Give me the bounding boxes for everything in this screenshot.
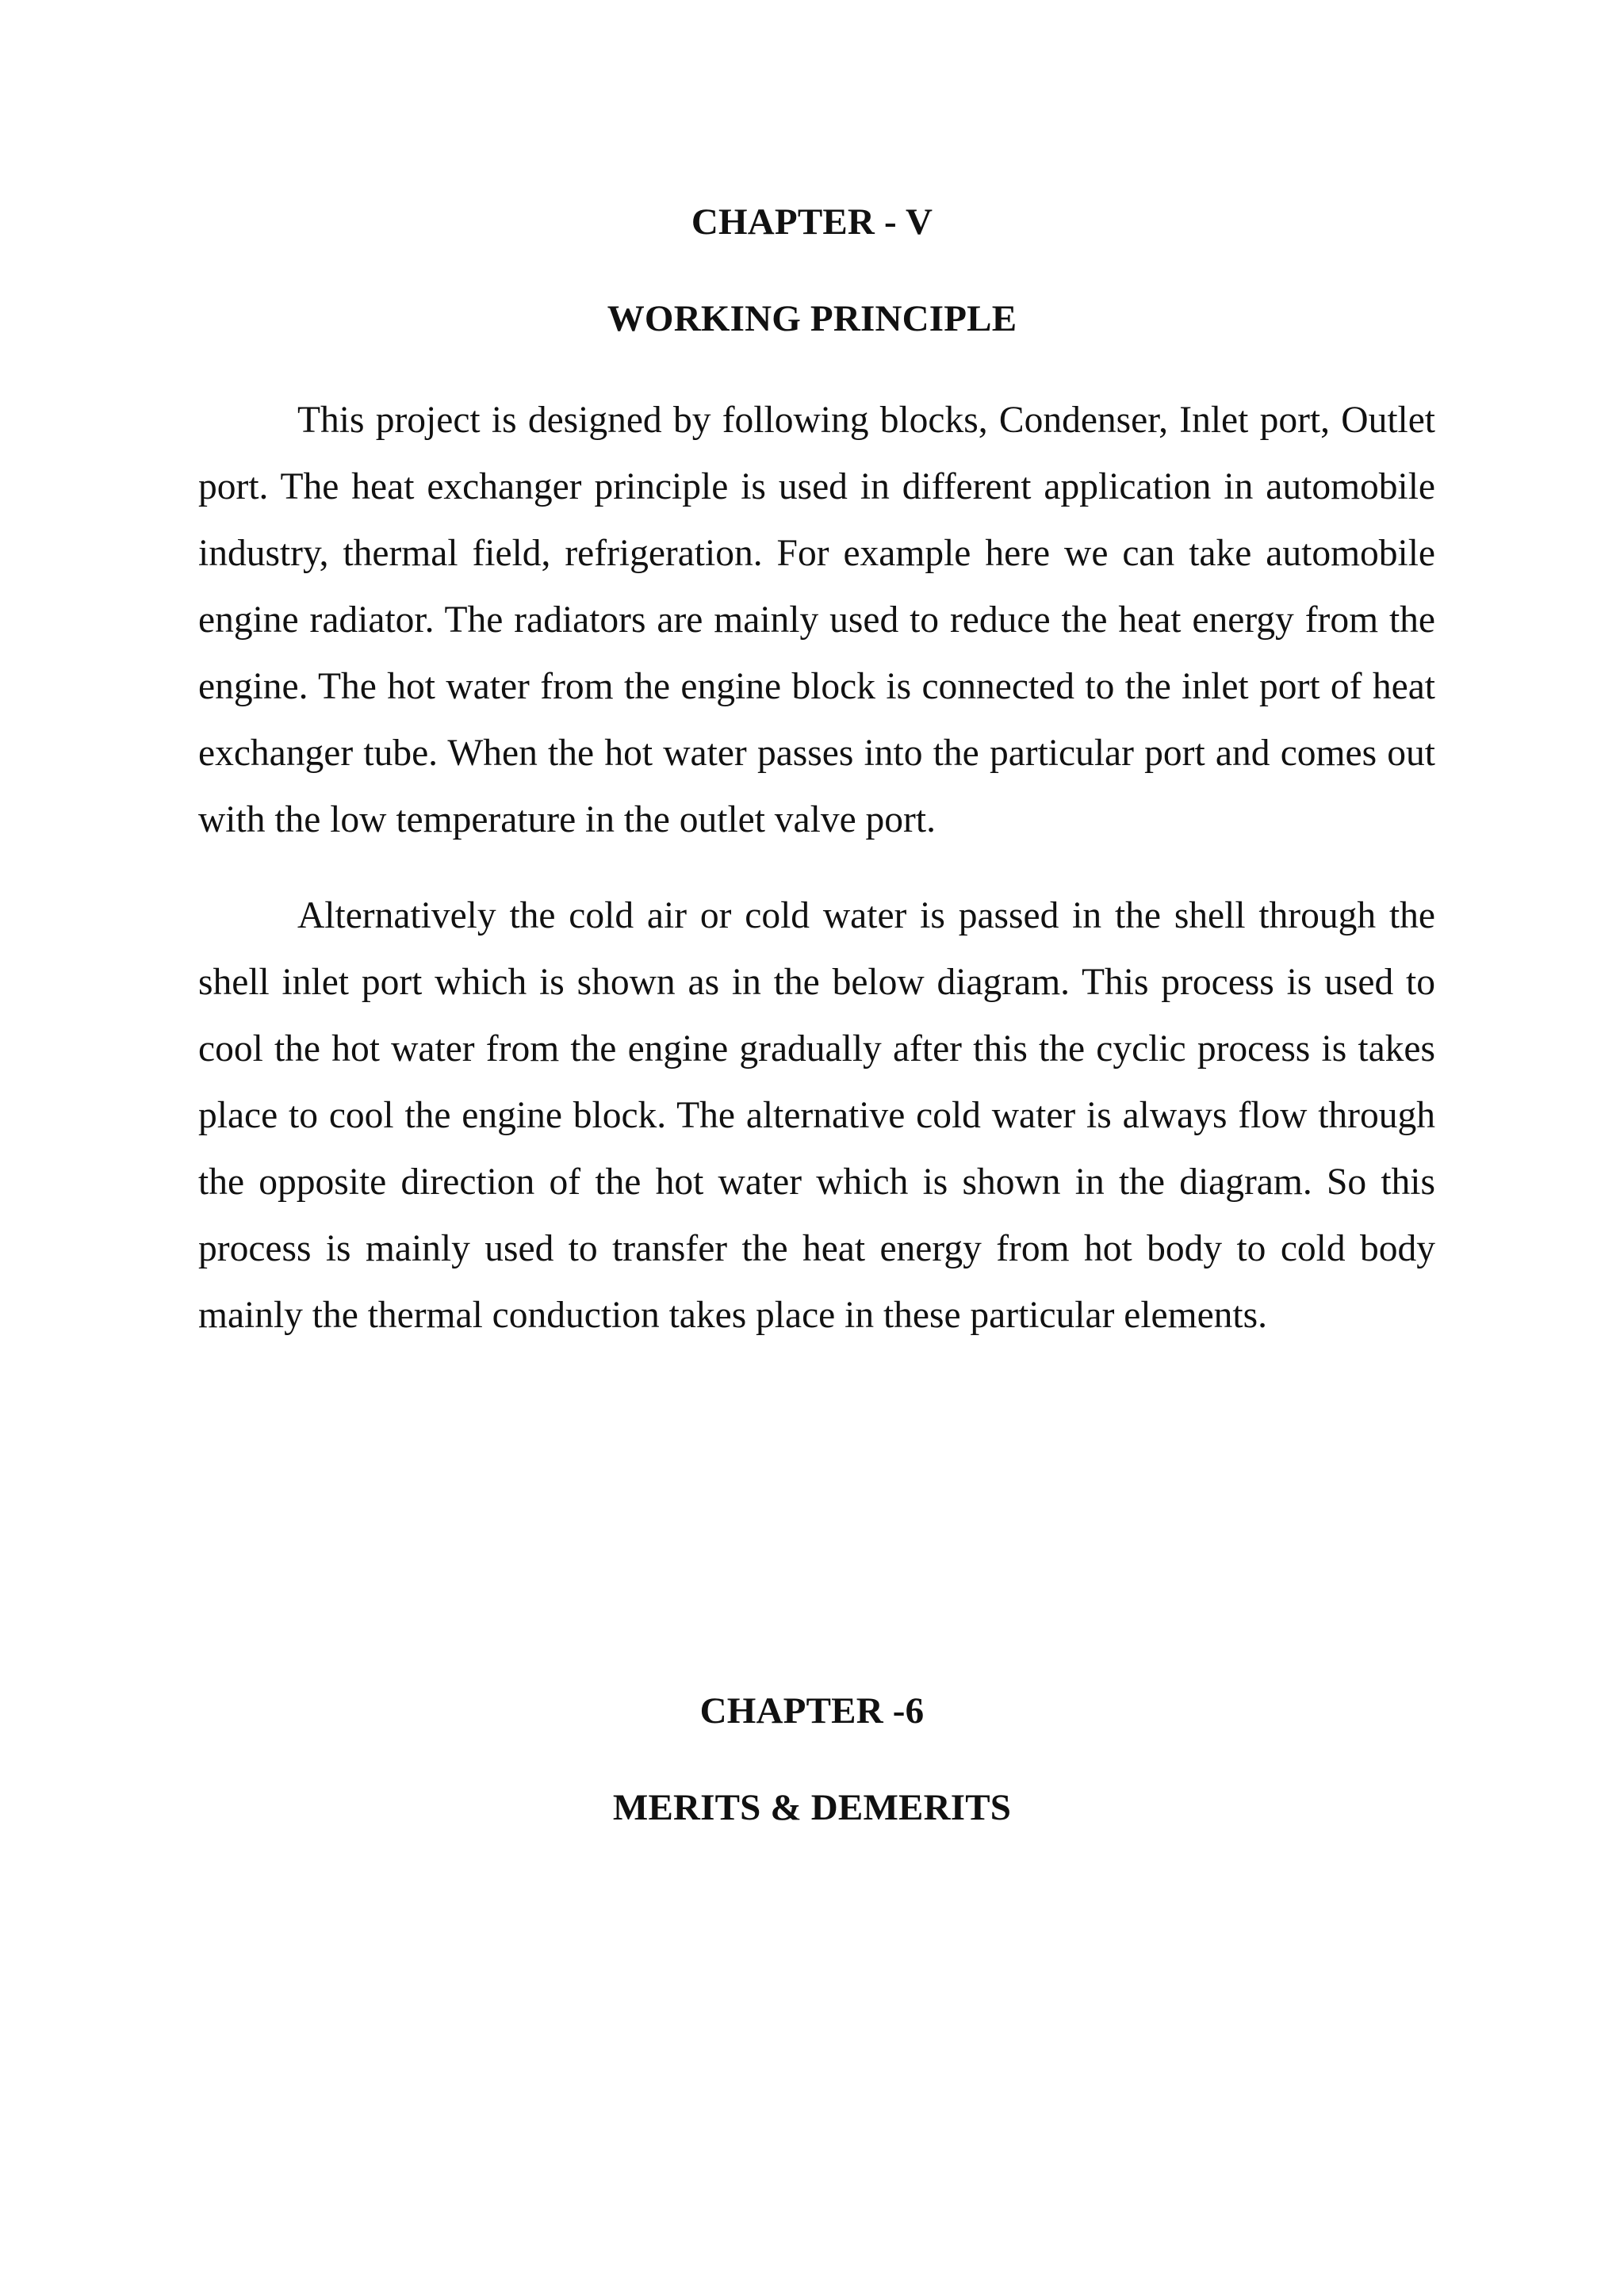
chapter-5-subtitle: WORKING PRINCIPLE [607, 298, 1017, 339]
chapter-6-subtitle: MERITS & DEMERITS [612, 1787, 1012, 1828]
chapter-5-title: CHAPTER - V [691, 201, 933, 243]
body-paragraph-1: This project is designed by following blocks, Condenser, Inlet port, Outlet port. The heat exchanger principle is used in different application in automobile industry, thermal field, refrigeration. For example here we can take automobile engine radiator. The radiators are mainly used to reduce the heat energy from the engine. The hot water from the engine block is connected to the inlet port of heat exchanger tube. When the hot water passes into the particular port and comes out with the low temperature in the outlet valve port. [198, 400, 1435, 840]
body-paragraph-2: Alternatively the cold air or cold water is passed in the shell through the shell inlet port which is shown as in the below diagram. This process is used to cool the hot water from the engine gradually after this the cyclic process is takes place to cool the engine block. The alternative cold water is always flow through the opposite direction of the hot water which is shown in the diagram. So this process is mainly used to transfer the heat energy from hot body to cold body mainly the thermal conduction takes place in these particular elements. [198, 895, 1435, 1336]
chapter-6-title: CHAPTER -6 [699, 1690, 925, 1732]
